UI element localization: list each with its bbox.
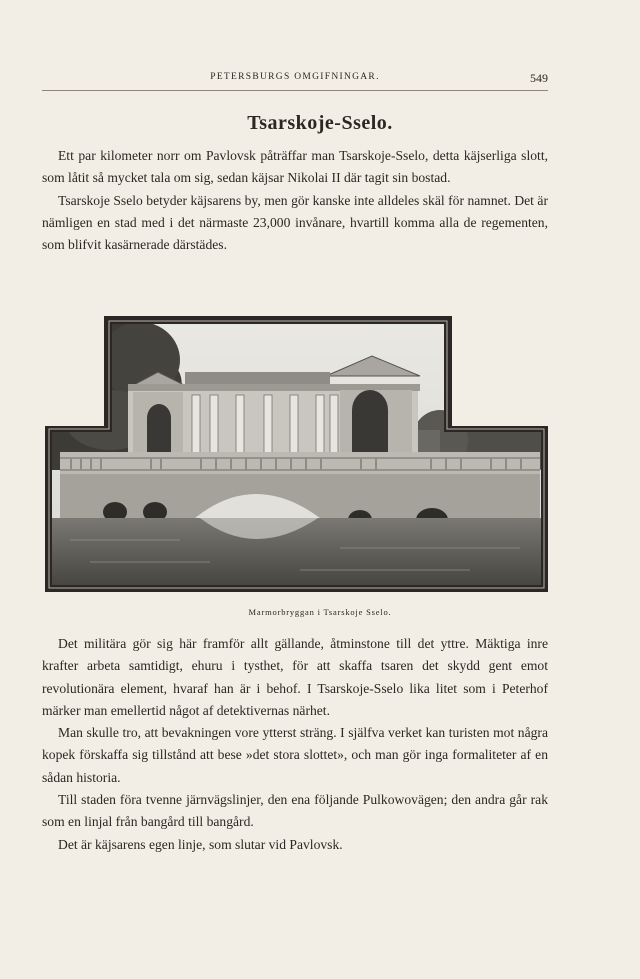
paragraph: Det är käjsarens egen linje, som slutar vid Pavlovsk. xyxy=(58,836,343,852)
paragraph: Det militära gör sig här framför allt gällande, åtminstone till det yttre. Mäktiga inre krafter arbeta samtidigt, ehuru i tysthet, för att skaffa tsaren det skydd gent emot revolutionära element, hvaraf han är i behof. I Tsarskoje-Sselo lika litet som i Peterhof märker man emellertid något af detektivernas närhet. xyxy=(42,636,548,718)
figure-caption: Marmorbryggan i Tsarskoje Sselo. xyxy=(248,607,392,617)
chapter-title: Tsarskoje-Sselo. xyxy=(247,112,393,134)
paragraph: Ett par kilometer norr om Pavlovsk påträffar man Tsarskoje-Sselo, detta käjserliga slott, som låtit så mycket tala om sig, sedan käjsar Nikolai II där tagit sin bostad. xyxy=(42,148,548,186)
paragraph: Tsarskoje Sselo betyder käjsarens by, men gör kanske inte alldeles skäl för namnet. Det är nämligen en stad med i det närmaste 23,000 invånare, hvartill komma alla de regementen, som blifvit kasärnerade därstädes. xyxy=(42,192,548,253)
text-block-bottom xyxy=(42,633,548,856)
page-number: 549 xyxy=(530,71,548,85)
paragraph: Till staden föra tvenne järnvägslinjer, den ena följande Pulkowovägen; den andra går rak som en linjal från bangård till bangård. xyxy=(42,792,548,830)
paragraph: Man skulle tro, att bevakningen vore ytterst sträng. I själfva verket kan turisten mot några kopek förskaffa sig tillstånd att bese »det stora slottet», och man gör inga formaliteter af en sådan historia. xyxy=(42,725,548,785)
running-head: PETERSBURGS OMGIFNINGAR. xyxy=(210,72,380,82)
